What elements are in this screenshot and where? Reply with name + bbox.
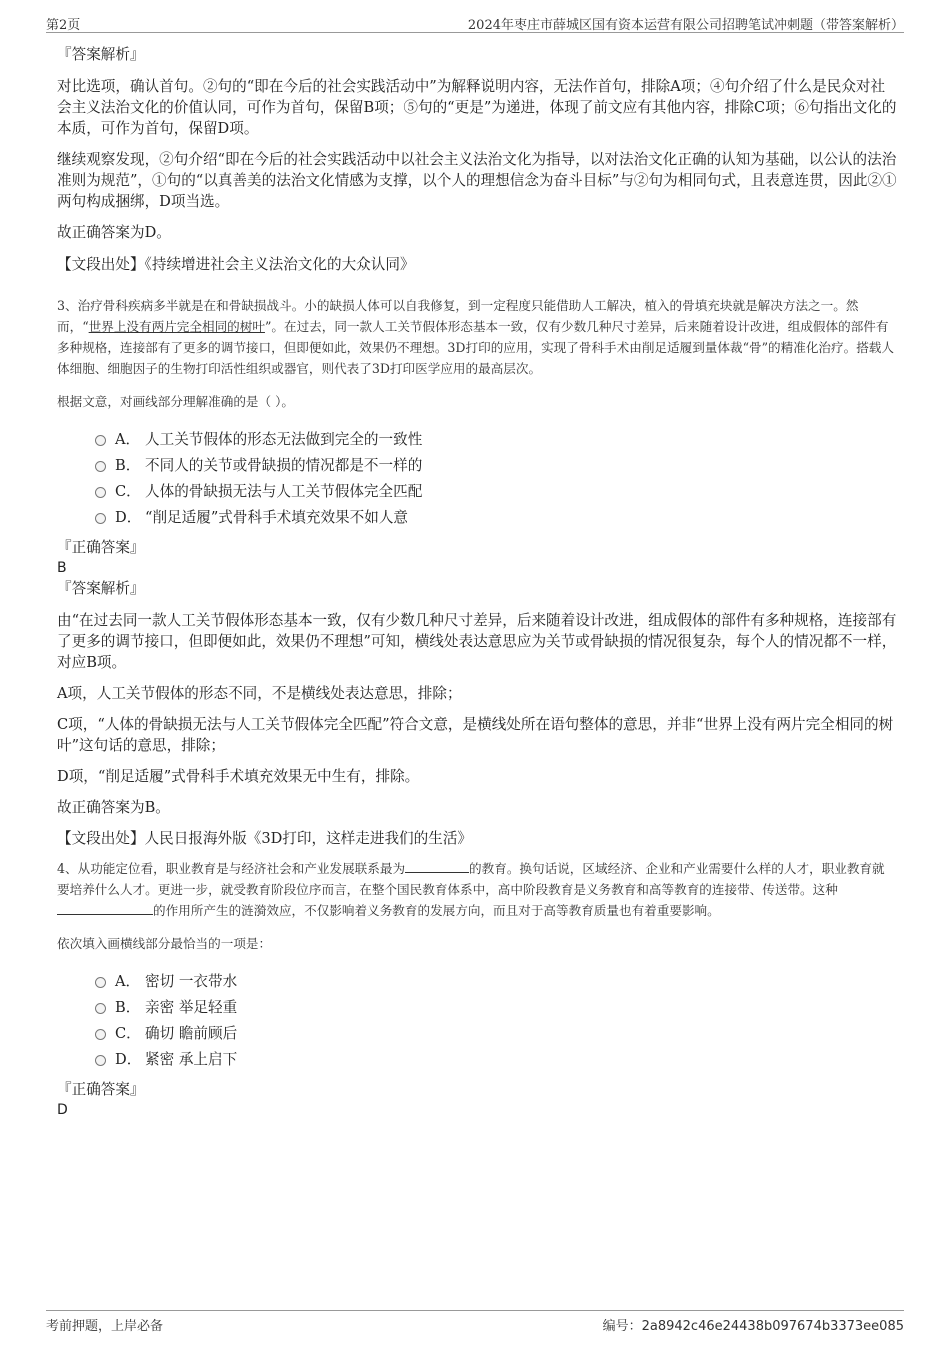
q3-correct-label: 『正确答案』	[57, 539, 145, 556]
q3-option-c[interactable]: C． 人体的骨缺损无法与人工关节假体完全匹配	[95, 479, 897, 505]
q3-question: 根据文意，对画线部分理解准确的是（ ）。	[57, 394, 294, 409]
q3-analysis-label: 『答案解析』	[57, 580, 145, 597]
q4-option-c[interactable]: C． 确切 瞻前顾后	[95, 1021, 897, 1047]
q3-analysis-p1: 由“在过去同一款人工关节假体形态基本一致，仅有少数几种尺寸差异，后来随着设计改进，组成假体的部件有多种规格，连接部有了更多的调节接口，但即便如此，效果仍不理想”可知，横线处表达意思应为关节或骨缺损的情况很复杂，每个人的情况都不一样，对应B项。	[57, 612, 897, 671]
radio-icon[interactable]	[95, 435, 106, 446]
radio-icon[interactable]	[95, 513, 106, 524]
q2-source: 【文段出处】《持续增进社会主义法治文化的大众认同》	[57, 256, 415, 273]
q4-correct-label: 『正确答案』	[57, 1081, 145, 1098]
q4-correct-answer: D	[57, 1102, 68, 1118]
page-footer	[46, 1310, 904, 1334]
q2-analysis-p2: 继续观察发现，②句介绍“即在今后的社会实践活动中以社会主义法治文化为指导，以对法治文化正确的认知为基础，以公认的法治准则为规范”，①句的“以真善美的法治文化情感为支撑，以个人的理想信念为奋斗目标”与②句为相同句式，且表意连贯，因此②①两句构成捆绑，D项当选。	[57, 151, 897, 210]
q3-analysis-p2: A项，人工关节假体的形态不同，不是横线处表达意思，排除；	[57, 685, 462, 702]
q3-options	[95, 427, 897, 531]
q2-analysis-label: 『答案解析』	[57, 46, 145, 63]
q3-underlined-phrase: 世界上没有两片完全相同的树叶	[88, 319, 265, 334]
q3-analysis-p4: D项，“削足适履”式骨科手术填充效果无中生有，排除。	[57, 768, 420, 785]
radio-icon[interactable]	[95, 487, 106, 498]
q4-option-b[interactable]: B． 亲密 举足轻重	[95, 995, 897, 1021]
q3-option-b[interactable]: B． 不同人的关节或骨缺损的情况都是不一样的	[95, 453, 897, 479]
radio-icon[interactable]	[95, 461, 106, 472]
footer-slogan: 考前押题，上岸必备	[46, 1319, 164, 1334]
document-title: 2024年枣庄市薛城区国有资本运营有限公司招聘笔试冲刺题（带答案解析）	[467, 18, 904, 33]
radio-icon[interactable]	[95, 1029, 106, 1040]
q4-option-d[interactable]: D． 紧密 承上启下	[95, 1047, 897, 1073]
q4-blank-2	[57, 902, 153, 915]
q3-analysis-p3: C项，“人体的骨缺损无法与人工关节假体完全匹配”符合文意，是横线处所在语句整体的意思，并非“世界上没有两片完全相同的树叶”这句话的意思，排除；	[57, 716, 894, 754]
q2-answer-summary: 故正确答案为D。	[57, 224, 171, 241]
radio-icon[interactable]	[95, 977, 106, 988]
page-number: 第2页	[46, 18, 81, 33]
q4-question: 依次填入画横线部分最恰当的一项是：	[57, 936, 272, 951]
q4-option-a[interactable]: A． 密切 一衣带水	[95, 969, 897, 995]
q4-blank-1	[405, 860, 469, 873]
q3-correct-answer: B	[57, 560, 67, 576]
q3-answer-summary: 故正确答案为B。	[57, 799, 170, 816]
q4-stem: 4、从功能定位看，职业教育是与经济社会和产业发展联系最为 的教育。换句话说，区域经济、企业和产业需要什么样的人才，职业教育就要培养什么人才。更进一步，就受教育阶段位序而言，在整个国民教育体系中，高中阶段教育是义务教育和高等教育的连接带、传送带。这种的作用所产生的涟漪效应，不仅影响着义务教育的发展方向，而且对于高等教育质量也有着重要影响。	[57, 861, 885, 918]
q2-analysis-p1: 对比选项，确认首句。②句的“即在今后的社会实践活动中”为解释说明内容，无法作首句，排除A项；④句介绍了什么是民众对社会主义法治文化的价值认同，可作为首句，保留B项；⑤句的“更是”为递进，体现了前文应有其他内容，排除C项；⑥句指出文化的本质，可作为首句，保留D项。	[57, 78, 897, 137]
document-code: 编号：2a8942c46e24438b097674b3373ee085	[602, 1319, 904, 1334]
radio-icon[interactable]	[95, 1003, 106, 1014]
q3-stem: 3、治疗骨科疾病多半就是在和骨缺损战斗。小的缺损人体可以自我修复，到一定程度只能借助人工解决，植入的骨填充块就是解决方法之一。然而，“世界上没有两片完全相同的树叶”。在过去，同一款人工关节假体形态基本一致，仅有少数几种尺寸差异，后来随着设计改进，组成假体的部件有多种规格，连接部有了更多的调节接口，但即便如此，效果仍不理想。3D打印的应用，实现了骨科手术由削足适履到量体裁“骨”的精准化治疗。搭载人体细胞、细胞因子的生物打印活性组织或器官，则代表了3D打印医学应用的最高层次。	[57, 298, 894, 376]
q3-source: 【文段出处】人民日报海外版《3D打印，这样走进我们的生活》	[57, 830, 473, 847]
document-body	[57, 44, 897, 1120]
page-header	[46, 12, 904, 33]
q3-option-d[interactable]: D． “削足适履”式骨科手术填充效果不如人意	[95, 505, 897, 531]
radio-icon[interactable]	[95, 1055, 106, 1066]
q4-options	[95, 969, 897, 1073]
q3-option-a[interactable]: A． 人工关节假体的形态无法做到完全的一致性	[95, 427, 897, 453]
